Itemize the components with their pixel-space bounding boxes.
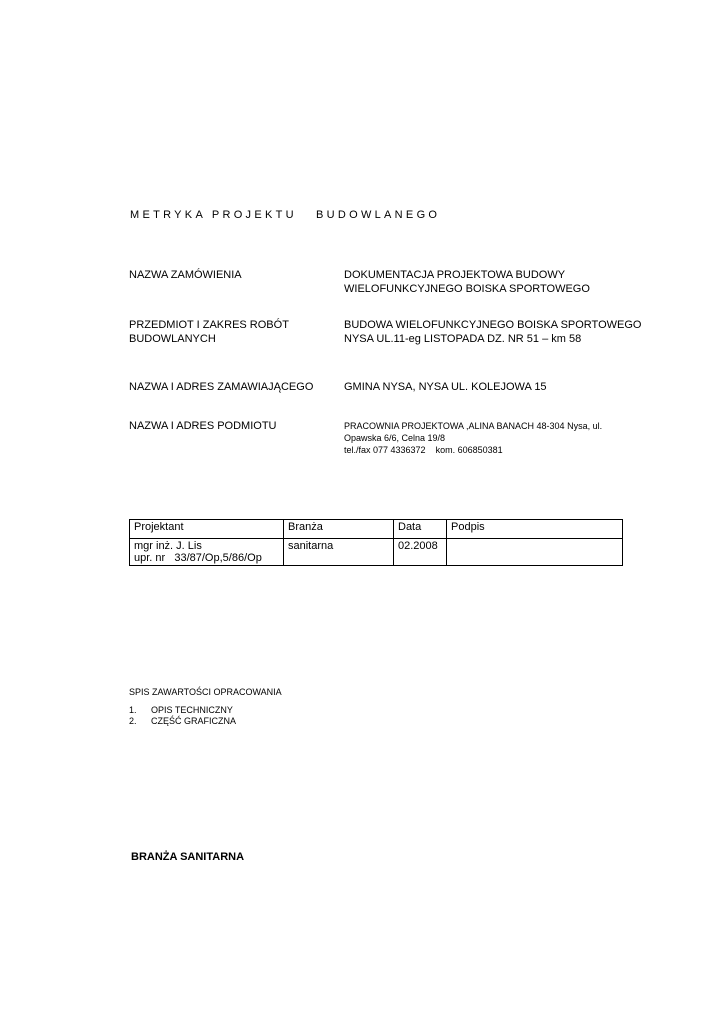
signature-table	[129, 519, 623, 566]
value-line: Opawska 6/6, Celna 19/8	[344, 433, 446, 443]
field-scope-label	[129, 318, 289, 346]
cell-date: 02.2008	[394, 539, 447, 566]
value-line: PRACOWNIA PROJEKTOWA ,ALINA BANACH 48-304 Nysa, ul.	[344, 421, 603, 431]
header-branch: Branża	[284, 520, 394, 539]
value-line: NYSA UL.11-eg LISTOPADA DZ. NR 51 – km 58	[344, 333, 582, 345]
field-entity-label	[129, 419, 277, 433]
contents-title: SPIS ZAWARTOŚCI OPRACOWANIA	[129, 687, 282, 697]
table-header-row	[130, 520, 623, 539]
list-item-number: 2.	[129, 716, 137, 726]
value-line: WIELOFUNKCYJNEGO BOISKA SPORTOWEGO	[344, 283, 590, 295]
label-line: NAZWA ZAMÓWIENIA	[129, 269, 242, 281]
designer-name: mgr inż. J. Lis	[134, 540, 202, 552]
label-line: NAZWA I ADRES PODMIOTU	[129, 420, 277, 432]
field-order-name-label	[129, 268, 242, 282]
label-line: PRZEDMIOT I ZAKRES ROBÓT	[129, 319, 289, 331]
value-line: BUDOWA WIELOFUNKCYJNEGO BOISKA SPORTOWEGO	[344, 319, 642, 331]
header-signature: Podpis	[447, 520, 623, 539]
header-date: Data	[394, 520, 447, 539]
field-scope-value	[344, 318, 641, 346]
value-line: tel./fax 077 4336372 kom. 606850381	[344, 445, 503, 455]
list-item	[129, 716, 236, 727]
list-item-number: 1.	[129, 705, 137, 715]
cell-designer	[130, 539, 284, 566]
cell-branch: sanitarna	[284, 539, 394, 566]
field-client-value	[344, 380, 547, 394]
list-item-text: OPIS TECHNICZNY	[151, 705, 233, 715]
label-line: NAZWA I ADRES ZAMAWIAJĄCEGO	[129, 381, 314, 393]
value-line: GMINA NYSA, NYSA UL. KOLEJOWA 15	[344, 381, 547, 393]
list-item	[129, 705, 236, 716]
label-line: BUDOWLANYCH	[129, 333, 216, 345]
cell-signature	[447, 539, 623, 566]
field-order-name-value	[344, 268, 590, 296]
field-entity-value	[344, 420, 602, 456]
branch-label: BRANŻA SANITARNA	[131, 851, 245, 863]
field-client-label	[129, 380, 313, 394]
table-row	[130, 539, 623, 566]
value-line: DOKUMENTACJA PROJEKTOWA BUDOWY	[344, 269, 566, 281]
designer-license: upr. nr 33/87/Op,5/86/Op	[134, 552, 262, 564]
list-item-text: CZĘŚĆ GRAFICZNA	[151, 716, 237, 726]
contents-list	[129, 705, 236, 727]
document-title: METRYKA PROJEKTU BUDOWLANEGO	[130, 209, 441, 221]
header-designer: Projektant	[130, 520, 284, 539]
